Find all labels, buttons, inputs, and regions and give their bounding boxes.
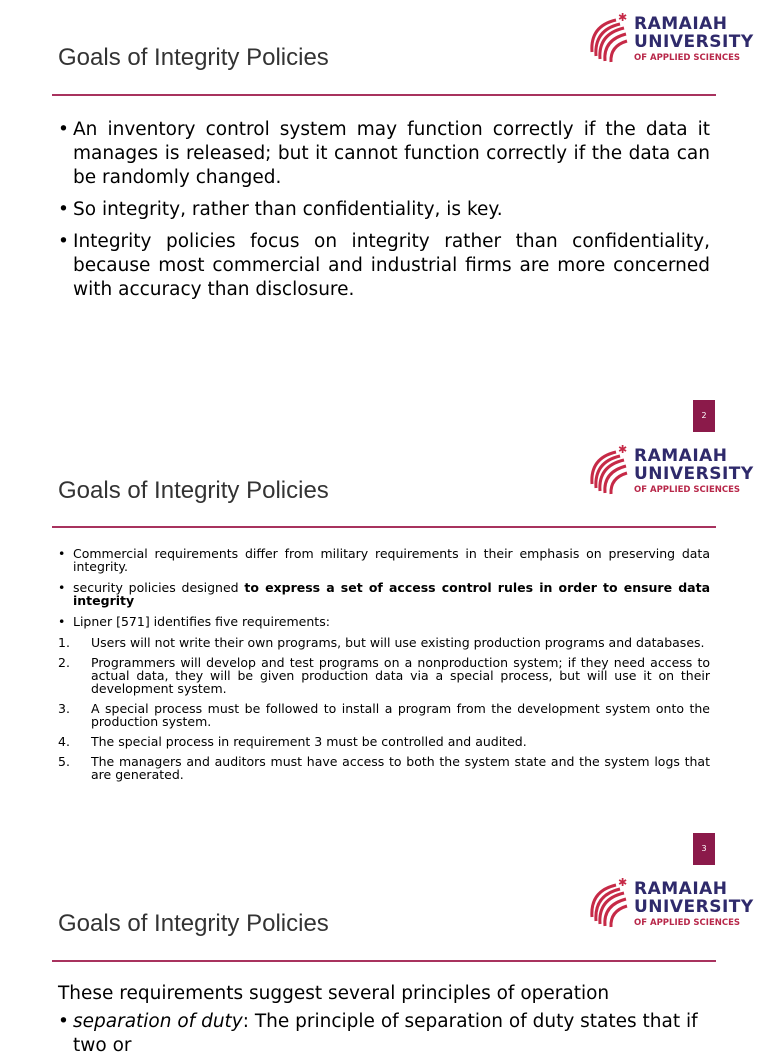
bullet-item: • Integrity policies focus on integrity rather than confidentiality, because most commercial and industrial firms are more concerned with accuracy than disclosure.	[58, 230, 710, 302]
logo-line-3: OF APPLIED SCIENCES	[634, 918, 741, 928]
requirement-number: 5.	[58, 754, 70, 769]
university-logo	[586, 12, 756, 68]
logo-emblem-icon	[586, 444, 632, 496]
logo-line-2: UNIVERSITY	[634, 464, 754, 484]
requirement-item	[58, 636, 710, 649]
requirement-text: Programmers will develop and test programs on a nonproduction system; if they need access to actual data, they will be given production data via a special process, but will use it on their development system.	[91, 655, 710, 696]
page-number: 3	[693, 833, 715, 865]
logo-line-2: UNIVERSITY	[634, 32, 754, 52]
slide-body	[58, 118, 710, 310]
svg-text:✱: ✱	[618, 877, 628, 889]
logo-line-3: OF APPLIED SCIENCES	[634, 53, 741, 63]
slide-title: Goals of Integrity Policies	[58, 910, 329, 937]
bullet-item: • So integrity, rather than confidentiality, is key.	[58, 198, 710, 222]
svg-text:✱: ✱	[618, 444, 628, 456]
bullet-item	[58, 581, 710, 607]
logo-line-3: OF APPLIED SCIENCES	[634, 485, 741, 495]
slide-title: Goals of Integrity Policies	[58, 477, 329, 504]
page-number: 2	[693, 400, 715, 432]
slide-3-body	[58, 982, 710, 1058]
logo-line-1: RAMAIAH	[634, 879, 728, 899]
requirement-number: 2.	[58, 655, 70, 670]
requirement-text: Users will not write their own programs, but will use existing production programs and databases.	[91, 635, 705, 650]
logo-emblem-icon	[586, 12, 632, 64]
requirement-number: 4.	[58, 734, 70, 749]
slide-2-body	[58, 547, 710, 788]
svg-text:✱: ✱	[618, 12, 628, 24]
bullet-rest-text: : The principle of separation of duty states that if two or	[73, 1011, 698, 1056]
bullet-item: • Lipner [571] identifies five requirements:	[58, 615, 710, 628]
requirement-number: 1.	[58, 635, 70, 650]
bullet-plain-text: security policies designed	[73, 580, 245, 595]
logo-emblem-icon	[586, 877, 632, 929]
logo-line-2: UNIVERSITY	[634, 897, 754, 917]
logo-line-1: RAMAIAH	[634, 446, 728, 466]
requirement-text: A special process must be followed to install a program from the development system onto the production system.	[91, 701, 710, 729]
requirement-item	[58, 656, 710, 695]
requirement-number: 3.	[58, 701, 70, 716]
requirement-item	[58, 755, 710, 781]
title-rule	[52, 960, 716, 962]
university-logo	[586, 877, 756, 933]
bullet-item: • An inventory control system may function correctly if the data it manages is released; but it cannot function correctly if the data can be randomly changed.	[58, 118, 710, 190]
bullet-bold-text: to express a set of access control rules in order to ensure data integrity	[73, 580, 711, 608]
slide-1	[0, 0, 768, 434]
requirement-item	[58, 735, 710, 748]
bullet-italic-text: separation of duty	[73, 1011, 243, 1032]
university-logo	[586, 444, 756, 500]
requirement-item	[58, 702, 710, 728]
title-rule	[52, 526, 716, 528]
slide-title: Goals of Integrity Policies	[58, 44, 329, 71]
requirement-text: The managers and auditors must have access to both the system state and the system logs that are generated.	[91, 754, 710, 782]
intro-text: These requirements suggest several principles of operation	[58, 983, 610, 1004]
bullet-item: • Commercial requirements differ from military requirements in their emphasis on preserving data integrity.	[58, 547, 710, 573]
requirement-text: The special process in requirement 3 must be controlled and audited.	[91, 734, 527, 749]
logo-line-1: RAMAIAH	[634, 14, 728, 34]
title-rule	[52, 94, 716, 96]
bullet-item	[58, 1010, 710, 1058]
